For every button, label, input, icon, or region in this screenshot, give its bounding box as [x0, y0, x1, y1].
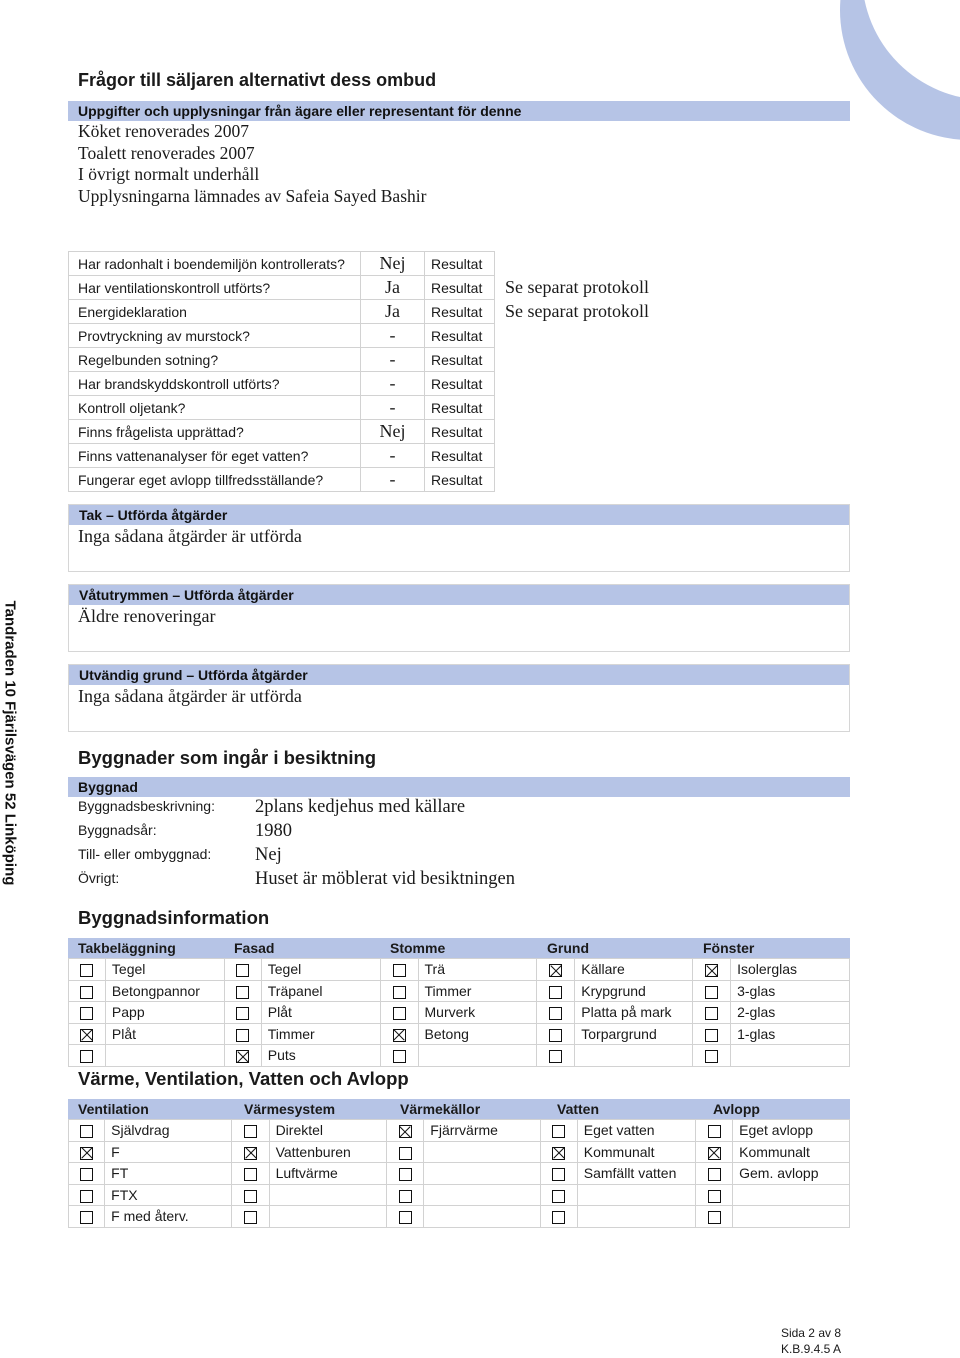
- checked-checkbox-icon[interactable]: [399, 1125, 412, 1138]
- owner-info-line: Köket renoverades 2007: [78, 121, 250, 141]
- building-info-row: [69, 1002, 850, 1024]
- hvac-checkbox-cell: [232, 1120, 269, 1142]
- hvac-option-label: Självdrag: [105, 1120, 232, 1142]
- grund-header: Utvändig grund – Utförda åtgärder: [69, 665, 849, 685]
- check-result-label: Resultat: [425, 276, 495, 300]
- tak-text: Inga sådana åtgärder är utförda: [78, 526, 302, 546]
- building-info-option-label: Timmer: [418, 980, 537, 1002]
- unchecked-checkbox-icon[interactable]: [236, 1007, 249, 1020]
- building-info-option-label: Papp: [105, 1002, 224, 1024]
- checked-checkbox-icon[interactable]: [80, 1147, 93, 1160]
- page-title: Frågor till säljaren alternativt dess ombud: [78, 70, 437, 90]
- hvac-option-label: Vattenburen: [269, 1141, 387, 1163]
- hvac-header: [68, 1099, 850, 1119]
- checked-checkbox-icon[interactable]: [549, 964, 562, 977]
- hvac-option-label: [733, 1206, 850, 1228]
- check-question: Energideklaration: [69, 300, 361, 324]
- unchecked-checkbox-icon[interactable]: [549, 1007, 562, 1020]
- building-info-option-label: 1-glas: [731, 1023, 850, 1045]
- hvac-checkbox-cell: [69, 1206, 105, 1228]
- check-row: [69, 420, 851, 444]
- building-info-checkbox-cell: [224, 1045, 261, 1067]
- hvac-checkbox-cell: [232, 1141, 269, 1163]
- check-row: [69, 276, 851, 300]
- check-row: [69, 252, 851, 276]
- building-info-checkbox-cell: [693, 1023, 731, 1045]
- check-result-label: Resultat: [425, 348, 495, 372]
- check-result-label: Resultat: [425, 252, 495, 276]
- hvac-option-label: [733, 1184, 850, 1206]
- owner-info-line: I övrigt normalt underhåll: [78, 164, 260, 184]
- unchecked-checkbox-icon[interactable]: [552, 1190, 565, 1203]
- hvac-checkbox-cell: [696, 1141, 733, 1163]
- hvac-option-label: [424, 1163, 540, 1185]
- building-info-checkbox-cell: [224, 980, 261, 1002]
- hvac-option-label: Direktel: [269, 1120, 387, 1142]
- building-info-option-label: Trä: [418, 959, 537, 981]
- unchecked-checkbox-icon[interactable]: [244, 1190, 257, 1203]
- check-note: [495, 420, 851, 444]
- building-info-option-label: Träpanel: [261, 980, 380, 1002]
- hvac-checkbox-cell: [540, 1141, 577, 1163]
- hvac-checkbox-cell: [696, 1120, 733, 1142]
- buildings-title: Byggnader som ingår i besiktning: [78, 747, 377, 768]
- hvac-checkbox-cell: [232, 1206, 269, 1228]
- check-question: Regelbunden sotning?: [69, 348, 361, 372]
- check-question: Finns vattenanalyser för eget vatten?: [69, 444, 361, 468]
- building-info-checkbox-cell: [69, 959, 106, 981]
- hvac-option-label: F: [105, 1141, 232, 1163]
- check-row: [69, 444, 851, 468]
- building-value-rebuild: Nej: [255, 845, 282, 865]
- unchecked-checkbox-icon[interactable]: [80, 1190, 93, 1203]
- building-info-checkbox-cell: [69, 1023, 106, 1045]
- hvac-table: [68, 1119, 850, 1228]
- unchecked-checkbox-icon[interactable]: [393, 1050, 406, 1063]
- unchecked-checkbox-icon[interactable]: [399, 1211, 412, 1224]
- hvac-checkbox-cell: [69, 1141, 105, 1163]
- hvac-checkbox-cell: [69, 1120, 105, 1142]
- building-info-checkbox-cell: [224, 959, 261, 981]
- checked-checkbox-icon[interactable]: [705, 964, 718, 977]
- building-info-title: Byggnadsinformation: [78, 907, 270, 928]
- hvac-checkbox-cell: [387, 1184, 424, 1206]
- grund-section: [68, 664, 850, 732]
- hvac-checkbox-cell: [232, 1163, 269, 1185]
- tak-section: [68, 504, 850, 572]
- unchecked-checkbox-icon[interactable]: [708, 1211, 721, 1224]
- check-row: [69, 372, 851, 396]
- building-info-option-label: Plåt: [261, 1002, 380, 1024]
- building-info-col: Stomme: [390, 940, 446, 956]
- unchecked-checkbox-icon[interactable]: [393, 986, 406, 999]
- checked-checkbox-icon[interactable]: [244, 1147, 257, 1160]
- unchecked-checkbox-icon[interactable]: [244, 1125, 257, 1138]
- building-info-table: [68, 958, 850, 1067]
- hvac-checkbox-cell: [540, 1206, 577, 1228]
- check-note: [495, 324, 851, 348]
- hvac-checkbox-cell: [69, 1184, 105, 1206]
- hvac-option-label: FT: [105, 1163, 232, 1185]
- hvac-option-label: [269, 1206, 387, 1228]
- check-note: [495, 348, 851, 372]
- hvac-option-label: [577, 1206, 695, 1228]
- building-info-option-label: Torpargrund: [575, 1023, 693, 1045]
- unchecked-checkbox-icon[interactable]: [552, 1168, 565, 1181]
- unchecked-checkbox-icon[interactable]: [80, 1168, 93, 1181]
- hvac-option-label: [424, 1141, 540, 1163]
- building-info-row: [69, 1023, 850, 1045]
- buildings-header: Byggnad: [68, 777, 850, 797]
- unchecked-checkbox-icon[interactable]: [705, 986, 718, 999]
- unchecked-checkbox-icon[interactable]: [244, 1168, 257, 1181]
- building-label-year: Byggnadsår:: [78, 822, 157, 838]
- check-note: [495, 468, 851, 492]
- corner-decoration: [840, 0, 960, 145]
- check-result-label: Resultat: [425, 372, 495, 396]
- hvac-option-label: Kommunalt: [733, 1141, 850, 1163]
- unchecked-checkbox-icon[interactable]: [705, 1007, 718, 1020]
- hvac-option-label: Luftvärme: [269, 1163, 387, 1185]
- check-note: Se separat protokoll: [505, 277, 649, 297]
- unchecked-checkbox-icon[interactable]: [399, 1168, 412, 1181]
- building-info-option-label: Tegel: [261, 959, 380, 981]
- check-result-label: Resultat: [425, 300, 495, 324]
- unchecked-checkbox-icon[interactable]: [80, 986, 93, 999]
- check-answer: Ja: [361, 276, 425, 300]
- unchecked-checkbox-icon[interactable]: [705, 1029, 718, 1042]
- building-info-checkbox-cell: [537, 1023, 575, 1045]
- check-answer: -: [361, 396, 425, 420]
- owner-info-lines: [78, 121, 426, 207]
- hvac-checkbox-cell: [387, 1141, 424, 1163]
- unchecked-checkbox-icon[interactable]: [244, 1211, 257, 1224]
- building-info-row: [69, 959, 850, 981]
- building-info-option-label: Plåt: [105, 1023, 224, 1045]
- unchecked-checkbox-icon[interactable]: [80, 1211, 93, 1224]
- checked-checkbox-icon[interactable]: [80, 1029, 93, 1042]
- unchecked-checkbox-icon[interactable]: [708, 1125, 721, 1138]
- hvac-option-label: FTX: [105, 1184, 232, 1206]
- hvac-option-label: [424, 1206, 540, 1228]
- hvac-col: Värmekällor: [400, 1101, 481, 1117]
- building-info-checkbox-cell: [224, 1002, 261, 1024]
- owner-info-line: Toalett renoverades 2007: [78, 142, 255, 163]
- building-info-option-label: Murverk: [418, 1002, 537, 1024]
- building-info-col: Fönster: [703, 940, 755, 956]
- building-info-option-label: Platta på mark: [575, 1002, 693, 1024]
- owner-info-header: Uppgifter och upplysningar från ägare eller representant för denne: [68, 101, 850, 121]
- checked-checkbox-icon[interactable]: [393, 1029, 406, 1042]
- unchecked-checkbox-icon[interactable]: [549, 986, 562, 999]
- unchecked-checkbox-icon[interactable]: [236, 986, 249, 999]
- building-info-checkbox-cell: [693, 959, 731, 981]
- hvac-checkbox-cell: [387, 1120, 424, 1142]
- hvac-checkbox-cell: [696, 1163, 733, 1185]
- building-info-checkbox-cell: [693, 980, 731, 1002]
- building-info-option-label: Källare: [575, 959, 693, 981]
- building-info-option-label: [731, 1045, 850, 1067]
- sidebar-address: [0, 598, 20, 888]
- check-row: [69, 300, 851, 324]
- vatrum-header: Våtutrymmen – Utförda åtgärder: [69, 585, 849, 605]
- unchecked-checkbox-icon[interactable]: [708, 1168, 721, 1181]
- hvac-option-label: Fjärrvärme: [424, 1120, 540, 1142]
- building-info-option-label: [575, 1045, 693, 1067]
- hvac-option-label: Gem. avlopp: [733, 1163, 850, 1185]
- check-answer: -: [361, 444, 425, 468]
- hvac-row: [69, 1184, 850, 1206]
- hvac-checkbox-cell: [387, 1206, 424, 1228]
- building-info-option-label: Tegel: [105, 959, 224, 981]
- check-question: Kontroll oljetank?: [69, 396, 361, 420]
- check-question: Har ventilationskontroll utförts?: [69, 276, 361, 300]
- building-info-option-label: 3-glas: [731, 980, 850, 1002]
- check-note: [495, 372, 851, 396]
- check-question: Finns frågelista upprättad?: [69, 420, 361, 444]
- building-info-checkbox-cell: [693, 1045, 731, 1067]
- unchecked-checkbox-icon[interactable]: [236, 1029, 249, 1042]
- hvac-checkbox-cell: [540, 1163, 577, 1185]
- building-info-checkbox-cell: [380, 1002, 418, 1024]
- building-info-checkbox-cell: [380, 1023, 418, 1045]
- hvac-option-label: [577, 1184, 695, 1206]
- check-note: [495, 444, 851, 468]
- building-value-year: 1980: [255, 821, 292, 841]
- hvac-option-label: F med återv.: [105, 1206, 232, 1228]
- unchecked-checkbox-icon[interactable]: [393, 1007, 406, 1020]
- hvac-checkbox-cell: [696, 1206, 733, 1228]
- building-info-option-label: Puts: [261, 1045, 380, 1067]
- hvac-row: [69, 1120, 850, 1142]
- inspection-checks-table: [68, 251, 851, 492]
- hvac-row: [69, 1206, 850, 1228]
- building-info-checkbox-cell: [69, 1002, 106, 1024]
- hvac-col: Ventilation: [78, 1101, 149, 1117]
- hvac-col: Vatten: [557, 1101, 600, 1117]
- hvac-col: Avlopp: [713, 1101, 760, 1117]
- hvac-checkbox-cell: [69, 1163, 105, 1185]
- check-question: Har radonhalt i boendemiljön kontrollerats?: [69, 252, 361, 276]
- building-value-description: 2plans kedjehus med källare: [255, 797, 466, 817]
- building-info-checkbox-cell: [537, 1045, 575, 1067]
- building-info-checkbox-cell: [69, 980, 106, 1002]
- vatrum-section: [68, 584, 850, 652]
- building-info-checkbox-cell: [537, 980, 575, 1002]
- hvac-option-label: Eget vatten: [577, 1120, 695, 1142]
- grund-text: Inga sådana åtgärder är utförda: [78, 686, 302, 706]
- building-info-row: [69, 980, 850, 1002]
- check-answer: -: [361, 468, 425, 492]
- hvac-checkbox-cell: [232, 1184, 269, 1206]
- unchecked-checkbox-icon[interactable]: [552, 1211, 565, 1224]
- check-result-label: Resultat: [425, 444, 495, 468]
- check-note: [495, 252, 851, 276]
- building-info-option-label: Isolerglas: [731, 959, 850, 981]
- building-info-checkbox-cell: [537, 959, 575, 981]
- unchecked-checkbox-icon[interactable]: [80, 1125, 93, 1138]
- building-info-col: Fasad: [234, 940, 275, 956]
- hvac-checkbox-cell: [387, 1163, 424, 1185]
- check-note: Se separat protokoll: [505, 301, 649, 321]
- check-row: [69, 324, 851, 348]
- unchecked-checkbox-icon[interactable]: [399, 1190, 412, 1203]
- building-info-col: Takbeläggning: [78, 940, 176, 956]
- check-row: [69, 468, 851, 492]
- building-info-option-label: Betong: [418, 1023, 537, 1045]
- building-info-checkbox-cell: [380, 959, 418, 981]
- hvac-option-label: Samfällt vatten: [577, 1163, 695, 1185]
- building-info-checkbox-cell: [380, 980, 418, 1002]
- building-info-option-label: Timmer: [261, 1023, 380, 1045]
- building-label-rebuild: Till- eller ombyggnad:: [78, 846, 212, 862]
- check-answer: Ja: [361, 300, 425, 324]
- hvac-option-label: Kommunalt: [577, 1141, 695, 1163]
- check-result-label: Resultat: [425, 324, 495, 348]
- unchecked-checkbox-icon[interactable]: [705, 1050, 718, 1063]
- check-answer: -: [361, 372, 425, 396]
- building-info-option-label: [105, 1045, 224, 1067]
- checked-checkbox-icon[interactable]: [552, 1147, 565, 1160]
- vatrum-text: Äldre renoveringar: [78, 606, 216, 626]
- unchecked-checkbox-icon[interactable]: [708, 1190, 721, 1203]
- check-question: Provtryckning av murstock?: [69, 324, 361, 348]
- footer-page: Sida 2 av 8: [780, 1326, 841, 1340]
- hvac-row: [69, 1163, 850, 1185]
- tak-header: Tak – Utförda åtgärder: [69, 505, 849, 525]
- unchecked-checkbox-icon[interactable]: [549, 1029, 562, 1042]
- check-row: [69, 396, 851, 420]
- unchecked-checkbox-icon[interactable]: [80, 1050, 93, 1063]
- building-info-checkbox-cell: [380, 1045, 418, 1067]
- check-answer: -: [361, 324, 425, 348]
- building-info-option-label: Betongpannor: [105, 980, 224, 1002]
- building-info-checkbox-cell: [69, 1045, 106, 1067]
- hvac-title: Värme, Ventilation, Vatten och Avlopp: [78, 1068, 409, 1089]
- unchecked-checkbox-icon[interactable]: [393, 964, 406, 977]
- check-answer: Nej: [361, 252, 425, 276]
- unchecked-checkbox-icon[interactable]: [552, 1125, 565, 1138]
- check-note: [495, 396, 851, 420]
- building-info-checkbox-cell: [537, 1002, 575, 1024]
- check-result-label: Resultat: [425, 468, 495, 492]
- unchecked-checkbox-icon[interactable]: [549, 1050, 562, 1063]
- building-value-other: Huset är möblerat vid besiktningen: [255, 869, 515, 889]
- hvac-row: [69, 1141, 850, 1163]
- check-answer: Nej: [361, 420, 425, 444]
- checked-checkbox-icon[interactable]: [708, 1147, 721, 1160]
- check-question: Har brandskyddskontroll utförts?: [69, 372, 361, 396]
- hvac-option-label: Eget avlopp: [733, 1120, 850, 1142]
- check-result-label: Resultat: [425, 420, 495, 444]
- building-info-col: Grund: [547, 940, 589, 956]
- building-info-option-label: Krypgrund: [575, 980, 693, 1002]
- owner-info-line: Upplysningarna lämnades av Safeia Sayed Bashir: [78, 185, 427, 206]
- hvac-checkbox-cell: [540, 1120, 577, 1142]
- sidebar-address-text: Tandraden 10 Fjärilsvägen 52 Linköping: [1, 600, 19, 886]
- unchecked-checkbox-icon[interactable]: [80, 1007, 93, 1020]
- hvac-checkbox-cell: [540, 1184, 577, 1206]
- checked-checkbox-icon[interactable]: [236, 1050, 249, 1063]
- unchecked-checkbox-icon[interactable]: [80, 964, 93, 977]
- unchecked-checkbox-icon[interactable]: [236, 964, 249, 977]
- building-label-other: Övrigt:: [78, 870, 120, 886]
- hvac-option-label: [424, 1184, 540, 1206]
- building-info-option-label: [418, 1045, 537, 1067]
- building-info-option-label: 2-glas: [731, 1002, 850, 1024]
- check-result-label: Resultat: [425, 396, 495, 420]
- building-label-description: Byggnadsbeskrivning:: [78, 798, 215, 814]
- unchecked-checkbox-icon[interactable]: [399, 1147, 412, 1160]
- building-info-row: [69, 1045, 850, 1067]
- building-info-checkbox-cell: [693, 1002, 731, 1024]
- hvac-checkbox-cell: [696, 1184, 733, 1206]
- hvac-col: Värmesystem: [244, 1101, 336, 1117]
- footer-code: K.B.9.4.5 A: [780, 1342, 841, 1356]
- check-question: Fungerar eget avlopp tillfredsställande?: [69, 468, 361, 492]
- check-row: [69, 348, 851, 372]
- building-info-checkbox-cell: [224, 1023, 261, 1045]
- building-info-header: [68, 938, 850, 958]
- check-answer: -: [361, 348, 425, 372]
- hvac-option-label: [269, 1184, 387, 1206]
